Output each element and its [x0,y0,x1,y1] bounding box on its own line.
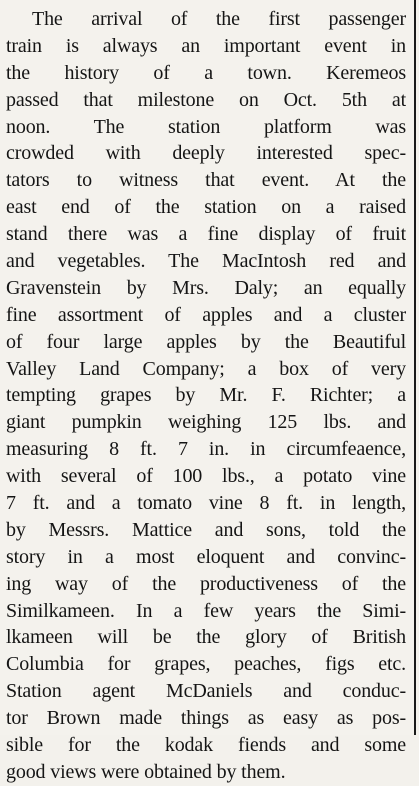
article-line-9: stand there was a fine display of fruit [6,223,406,246]
article-line-16: giant pumpkin weighing 125 lbs. and [6,411,406,434]
article-line-26: Station agent McDaniels and conduc- [6,680,406,703]
article-line-7: tators to witness that event. At the [6,169,406,192]
article-line-10: and vegetables. The MacIntosh red and [6,250,406,273]
article-line-2: train is always an important event in [6,34,406,57]
article-line-19: 7 ft. and a tomato vine 8 ft. in length, [6,492,406,515]
article-line-17: measuring 8 ft. 7 in. in circumfeaence, [6,438,406,461]
article-line-28: sible for the kodak fiends and some [6,734,406,757]
article-text [6,6,410,786]
article-line-5: noon. The station platform was [6,115,406,138]
article-line-27: tor Brown made things as easy as pos- [6,707,406,730]
article-line-15: tempting grapes by Mr. F. Richter; a [6,384,406,407]
article-line-23: Similkameen. In a few years the Simi- [6,599,406,622]
article-line-14: Valley Land Company; a box of very [6,357,406,380]
article-line-13: of four large apples by the Beautiful [6,330,406,353]
article-line-1: The arrival of the first passenger [32,8,406,30]
article-line-8: east end of the station on a raised [6,196,406,219]
article-line-25: Columbia for grapes, peaches, figs etc. [6,653,406,676]
article-line-6: crowded with deeply interested spec- [6,142,406,165]
column-rule [414,0,416,735]
article-line-11: Gravenstein by Mrs. Daly; an equally [6,276,406,299]
article-line-29: good views were obtained by them. [6,760,286,783]
article-line-20: by Messrs. Mattice and sons, told the [6,518,406,541]
article-line-3: the history of a town. Keremeos [6,61,406,84]
article-line-22: ing way of the productiveness of the [6,572,406,595]
article-line-12: fine assortment of apples and a cluster [6,303,406,326]
article-line-18: with several of 100 lbs., a potato vine [6,465,406,488]
article-line-24: lkameen will be the glory of British [6,626,406,649]
article-line-21: story in a most eloquent and convinc- [6,545,406,568]
article-line-4: passed that milestone on Oct. 5th at [6,88,406,111]
